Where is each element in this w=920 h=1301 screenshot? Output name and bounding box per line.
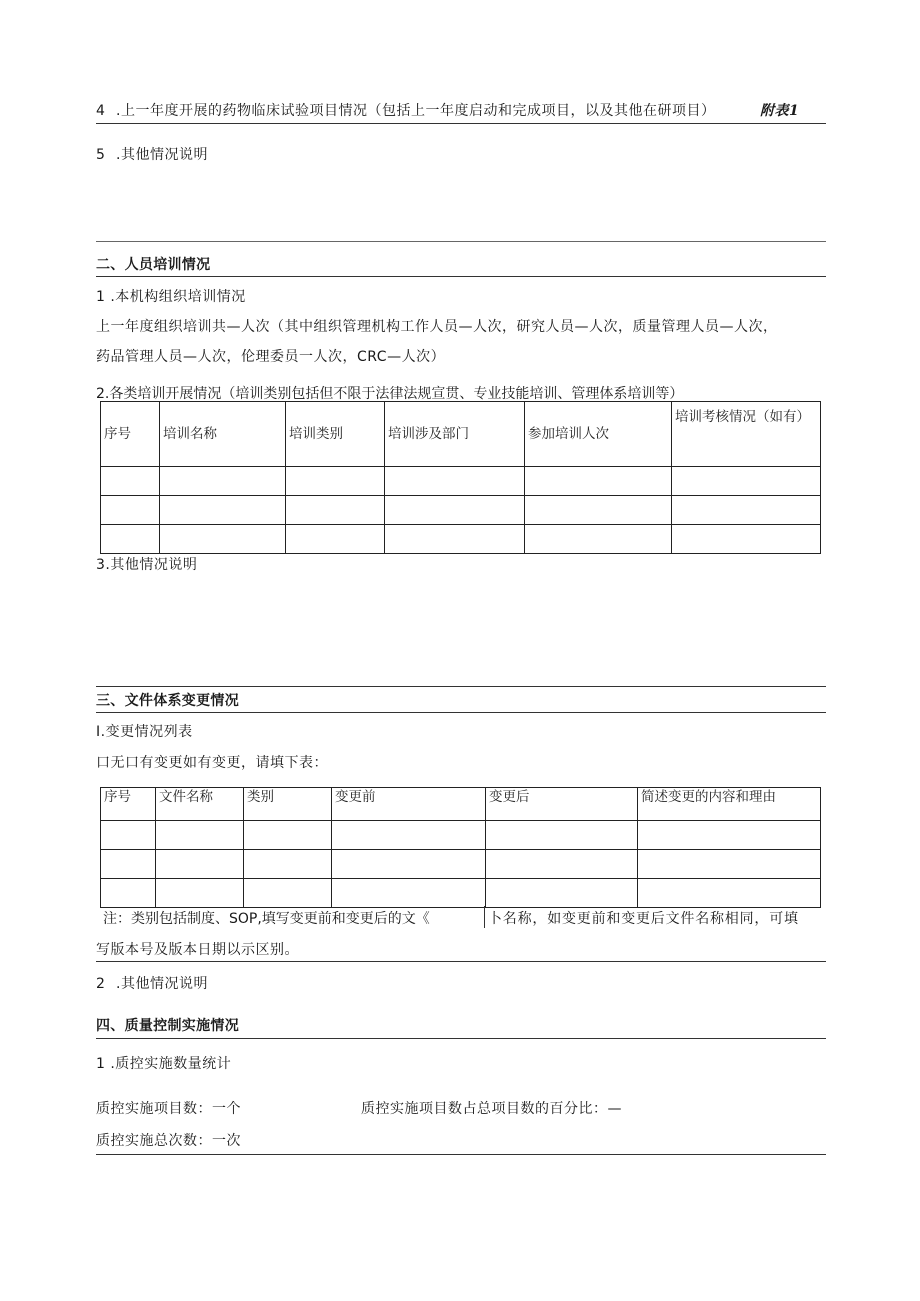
header-cell-index: 序号 xyxy=(101,788,156,821)
section-heading-training: 二、人员培训情况 xyxy=(96,257,211,273)
qc-total-count: 质控实施总次数：一次 xyxy=(96,1133,241,1149)
training-summary-line-1: 上一年度组织培训共—人次（其中组织管理机构工作人员—人次，研究人员—人次，质量管理人员—人次， xyxy=(96,319,778,335)
changes-item-1: I.变更情况列表 xyxy=(96,724,193,740)
training-summary-line-2: 药品管理人员—人次，伦理委员一人次，CRC—人次） xyxy=(96,349,446,365)
divider xyxy=(96,1154,826,1155)
header-cell-index: 序号 xyxy=(101,402,160,467)
header-cell-file-name: 文件名称 xyxy=(156,788,244,821)
header-cell-before: 变更前 xyxy=(332,788,486,821)
table-row xyxy=(101,850,821,879)
training-item-2: 2.各类培训开展情况（培训类别包括但不限于法律法规宣贯、专业技能培训、管理体系培训等） xyxy=(96,386,684,402)
header-cell-category: 类别 xyxy=(244,788,332,821)
training-table xyxy=(100,401,821,554)
qc-item-1: 1 .质控实施数量统计 xyxy=(96,1056,232,1072)
divider xyxy=(96,712,826,713)
divider xyxy=(96,241,826,242)
header-cell-reason: 简述变更的内容和理由 xyxy=(638,788,821,821)
changes-note-line-2: 写版本号及版本日期以示区别。 xyxy=(96,942,299,958)
table-row xyxy=(101,496,821,525)
divider xyxy=(96,961,826,962)
changes-item-2-number: 2 xyxy=(96,976,106,992)
changes-note-right: 卜名称，如变更前和变更后文件名称相同，可填 xyxy=(488,911,799,927)
section-heading-quality-control: 四、质量控制实施情况 xyxy=(96,1018,239,1034)
item-4-text: .上一年度开展的药物临床试验项目情况（包括上一年度启动和完成项目，以及其他在研项目） xyxy=(116,103,716,119)
header-cell-assessment: 培训考核情况（如有） xyxy=(672,402,821,467)
changes-note-left: 注：类别包括制度、SOP,填写变更前和变更后的文《 xyxy=(103,911,430,927)
appendix-reference: 附表1 xyxy=(760,103,800,119)
note-gap-marker xyxy=(484,906,485,928)
divider xyxy=(96,276,826,277)
divider xyxy=(96,123,826,124)
change-checkbox-line: 口无口有变更如有变更，请填下表： xyxy=(96,755,328,771)
table-row xyxy=(101,525,821,554)
header-cell-name: 培训名称 xyxy=(160,402,286,467)
qc-projects-count: 质控实施项目数：一个 xyxy=(96,1101,241,1117)
changes-table xyxy=(100,787,821,908)
item-4-number: 4 xyxy=(96,103,106,119)
header-cell-departments: 培训涉及部门 xyxy=(385,402,525,467)
table-row xyxy=(101,879,821,908)
table-row xyxy=(101,821,821,850)
divider xyxy=(96,1038,826,1039)
table-header-row xyxy=(101,788,821,821)
item-5-number: 5 xyxy=(96,147,106,163)
header-cell-attendance: 参加培训人次 xyxy=(525,402,672,467)
header-cell-after: 变更后 xyxy=(486,788,638,821)
table-header-row xyxy=(101,402,821,467)
training-item-1: 1 .本机构组织培训情况 xyxy=(96,289,246,305)
section-heading-documents: 三、文件体系变更情况 xyxy=(96,693,239,709)
header-cell-category: 培训类别 xyxy=(286,402,385,467)
qc-projects-percentage: 质控实施项目数占总项目数的百分比：— xyxy=(361,1101,622,1117)
table-row xyxy=(101,467,821,496)
changes-item-2-text: .其他情况说明 xyxy=(116,976,208,992)
item-5-text: .其他情况说明 xyxy=(116,147,208,163)
divider xyxy=(96,686,826,687)
training-item-3: 3.其他情况说明 xyxy=(96,557,198,573)
